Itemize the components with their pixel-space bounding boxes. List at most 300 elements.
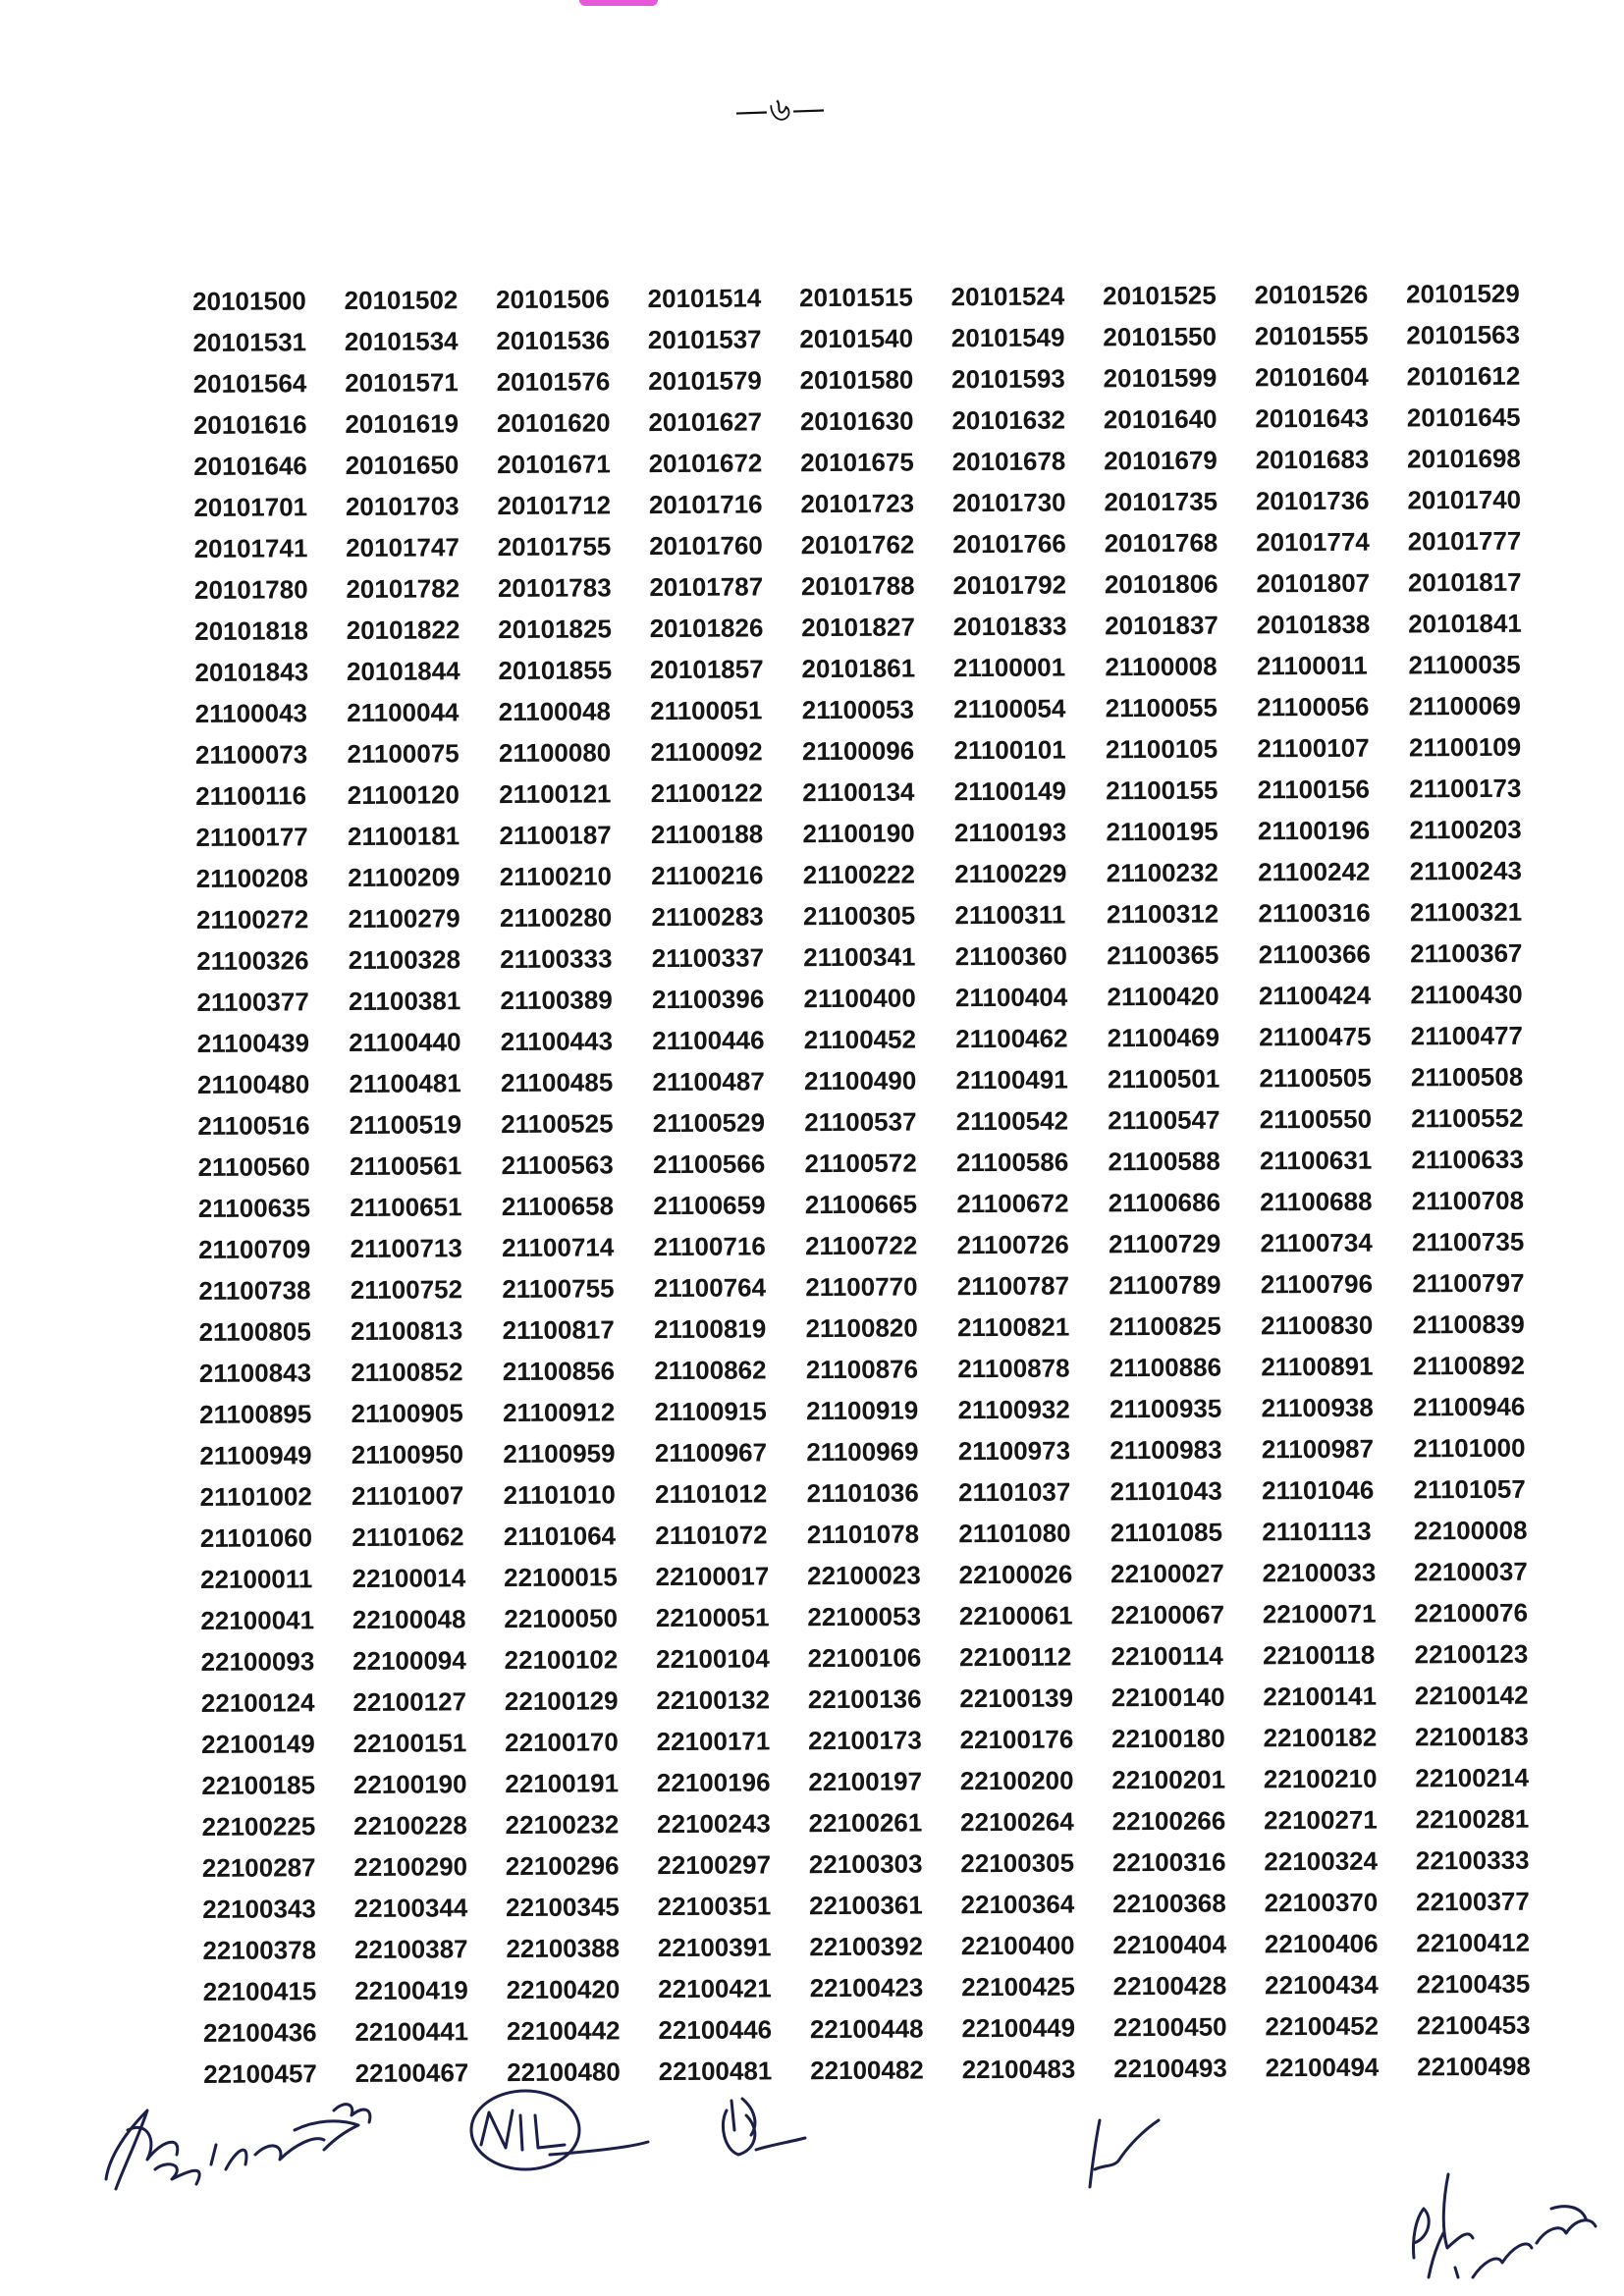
roll-number-cell: 21100886: [1109, 1352, 1222, 1382]
roll-number-cell: 20101571: [345, 366, 459, 398]
roll-number-cell: 21100096: [801, 735, 915, 766]
roll-number-cell: 22100303: [808, 1847, 923, 1879]
roll-number-cell: 22100197: [808, 1765, 923, 1796]
roll-number-cell: 22100180: [1110, 1723, 1225, 1753]
roll-number-cell: 20101780: [193, 573, 308, 605]
roll-number-cell: 22100378: [202, 1934, 317, 1965]
roll-number-cell: 20101766: [952, 528, 1066, 559]
roll-number-cell: 22100170: [505, 1726, 619, 1757]
roll-number-cell: 21100764: [653, 1271, 767, 1303]
roll-number-cell: 20101549: [950, 322, 1065, 352]
roll-number-cell: 21100381: [348, 985, 461, 1016]
roll-number-cell: 22100392: [809, 1930, 924, 1961]
roll-number-cell: 20101683: [1255, 444, 1370, 474]
roll-number-cell: 21101064: [503, 1520, 617, 1551]
roll-number-cell: 21100787: [956, 1270, 1070, 1301]
roll-number-cell: 22100149: [201, 1728, 315, 1759]
roll-number-cell: 20101515: [799, 282, 913, 312]
roll-number-cell: 21101085: [1110, 1517, 1223, 1547]
roll-number-cell: 20101774: [1256, 526, 1370, 557]
roll-number-cell: 21100967: [654, 1436, 768, 1468]
roll-number-cell: 22100483: [961, 2054, 1076, 2084]
roll-number-cell: 22100053: [807, 1600, 922, 1631]
roll-number-cell: 21100053: [801, 694, 915, 724]
roll-number-cell: 21100547: [1108, 1104, 1220, 1135]
roll-number-cell: 21100440: [349, 1026, 461, 1057]
roll-number-cell: 21100389: [500, 984, 613, 1015]
roll-number-cell: 22100190: [352, 1768, 467, 1799]
roll-number-cell: 20101837: [1105, 610, 1218, 640]
roll-number-cell: 21100821: [956, 1311, 1070, 1342]
roll-number-cell: 21100708: [1411, 1185, 1525, 1215]
roll-number-cell: 21100892: [1412, 1350, 1526, 1380]
roll-number-cell: 21100552: [1411, 1102, 1524, 1133]
roll-number-cell: 22100173: [808, 1724, 922, 1755]
roll-number-cell: 22100442: [506, 2014, 621, 2046]
roll-number-cell: 21100121: [499, 777, 612, 809]
roll-number-cell: 21100187: [499, 819, 612, 850]
roll-number-cell: 22100228: [353, 1809, 467, 1841]
signature-block: [0, 2071, 1624, 2296]
roll-number-cell: 21100001: [952, 652, 1066, 682]
roll-number-cell: 22100210: [1263, 1763, 1378, 1793]
roll-number-cell: 20101735: [1104, 486, 1218, 516]
roll-number-cell: 21100069: [1408, 690, 1522, 721]
roll-number-cell: 22100453: [1416, 2009, 1531, 2040]
roll-number-cell: 21101057: [1413, 1473, 1526, 1504]
roll-number-cell: 20101698: [1407, 443, 1521, 473]
roll-number-cell: 22100017: [655, 1560, 770, 1591]
roll-number-cell: 22100266: [1111, 1805, 1226, 1836]
roll-number-cell: 22100061: [958, 1600, 1073, 1630]
roll-number-cell: 21100825: [1109, 1310, 1221, 1341]
roll-number-cell: 20101640: [1103, 403, 1218, 434]
roll-number-cell: 21100216: [651, 859, 764, 890]
roll-number-cell: 22100093: [200, 1645, 315, 1677]
roll-number-cell: 21100480: [196, 1068, 310, 1099]
roll-number-cell: 20101599: [1103, 362, 1218, 393]
roll-number-cell: 21101062: [352, 1521, 464, 1552]
roll-number-cell: 22100243: [657, 1807, 771, 1839]
roll-number-cell: 21100862: [654, 1354, 767, 1385]
roll-number-cell: 21100173: [1409, 773, 1522, 803]
roll-number-cell: 22100026: [958, 1559, 1073, 1589]
roll-number-cell: 21100011: [1256, 650, 1368, 680]
roll-number-cell: 22100345: [506, 1891, 620, 1922]
roll-number-cell: 20101861: [801, 653, 916, 683]
roll-number-cell: 21100491: [955, 1064, 1068, 1095]
roll-number-cell: 21100333: [500, 942, 613, 974]
roll-number-cell: 20101524: [950, 281, 1065, 311]
roll-number-cell: 21100878: [957, 1353, 1070, 1383]
roll-number-cell: 22100271: [1264, 1804, 1378, 1835]
roll-number-cell: 20101646: [193, 450, 307, 481]
roll-number-cell: 21100337: [651, 941, 765, 973]
roll-number-cell: 21100279: [348, 902, 460, 934]
roll-number-cell: 22100415: [202, 1975, 317, 2006]
roll-number-cell: 22100420: [506, 1973, 621, 2004]
roll-number-cell: 22100112: [958, 1641, 1072, 1672]
roll-number-cell: 21101012: [654, 1477, 768, 1509]
roll-number-cell: 21101037: [957, 1476, 1071, 1507]
roll-number-cell: 21101046: [1261, 1474, 1375, 1505]
roll-number-cell: 20101838: [1256, 609, 1371, 639]
roll-number-cell: 20101716: [648, 488, 763, 519]
roll-number-cell: 21100729: [1108, 1228, 1221, 1258]
roll-number-cell: 21100919: [805, 1395, 919, 1425]
roll-number-cell: 22100344: [353, 1892, 468, 1923]
roll-number-cell: 21101010: [503, 1478, 616, 1510]
roll-number-cell: 21100734: [1260, 1227, 1373, 1257]
roll-number-cell: 22100037: [1413, 1556, 1528, 1586]
roll-number-cell: 21100586: [955, 1147, 1069, 1177]
roll-number-cell: 20101855: [498, 654, 613, 685]
roll-number-cell: 21100519: [349, 1108, 462, 1140]
roll-number-cell: 20101741: [193, 532, 308, 563]
roll-number-cell: 21100054: [953, 693, 1066, 723]
roll-number-cell: 22100185: [201, 1769, 316, 1800]
roll-number-cell: 20101827: [801, 612, 915, 642]
roll-number-cell: 20101701: [193, 491, 308, 522]
roll-number-cell: 21100360: [954, 940, 1068, 971]
roll-number-cell: 21100797: [1412, 1267, 1525, 1298]
roll-number-cell: 22100324: [1264, 1845, 1379, 1876]
roll-number-cell: 21100959: [503, 1437, 616, 1468]
roll-number-cell: 21100188: [650, 818, 764, 849]
roll-number-cell: 21101043: [1110, 1475, 1222, 1506]
roll-number-cell: 21100537: [804, 1106, 917, 1137]
roll-number-cell: 22100041: [200, 1604, 315, 1635]
roll-number-cell: 20101627: [648, 405, 763, 437]
roll-number-cell: 22100127: [352, 1685, 467, 1717]
roll-number-cell: 21100177: [195, 821, 308, 852]
roll-number-cell: 22100434: [1265, 1969, 1379, 2000]
roll-number-cell: 21100280: [499, 901, 613, 933]
roll-number-cell: 21100895: [198, 1398, 312, 1429]
roll-number-cell: 21100056: [1257, 691, 1370, 721]
roll-number-cell: 22100201: [1111, 1764, 1226, 1794]
roll-number-cell: 20101679: [1104, 445, 1218, 475]
roll-number-cell: 20101787: [649, 570, 764, 602]
roll-number-cell: 20101712: [497, 489, 612, 520]
roll-number-cell: 21100665: [804, 1189, 918, 1219]
roll-number-cell: 20101630: [799, 405, 914, 436]
roll-number-cell: 20101612: [1406, 360, 1521, 391]
roll-number-cell: 22100316: [1111, 1846, 1226, 1877]
roll-number-cell: 21100305: [802, 900, 916, 931]
roll-number-cell: 22100118: [1262, 1639, 1376, 1670]
roll-number-cell: 21100755: [502, 1272, 615, 1304]
roll-number-cell: 22100023: [806, 1559, 921, 1590]
roll-number-cell: 20101619: [345, 407, 460, 439]
roll-number-cell: 22100482: [810, 2054, 924, 2085]
roll-number-cell: 21101000: [1413, 1432, 1526, 1463]
roll-number-cell: 21100572: [804, 1148, 917, 1178]
roll-number-table: [192, 273, 1569, 2095]
roll-number-cell: 21100566: [652, 1148, 766, 1179]
roll-number-cell: 20101788: [800, 570, 915, 601]
roll-number-cell: 22100114: [1110, 1640, 1223, 1671]
roll-number-cell: 20101783: [497, 571, 612, 603]
roll-number-cell: 20101818: [194, 614, 308, 646]
roll-number-cell: 21100949: [199, 1439, 312, 1470]
roll-number-cell: 22100333: [1415, 1844, 1530, 1875]
roll-number-cell: 21100839: [1412, 1308, 1525, 1339]
roll-number-cell: 21100367: [1410, 937, 1523, 968]
roll-number-cell: 21101060: [199, 1522, 313, 1553]
roll-number-cell: 20101841: [1408, 608, 1522, 638]
roll-number-cell: 22100450: [1112, 2011, 1227, 2042]
roll-number-cell: 22100102: [504, 1643, 619, 1675]
roll-number-cell: 21100505: [1259, 1062, 1372, 1093]
roll-number-cell: 22100067: [1110, 1599, 1225, 1629]
roll-number-cell: 21100714: [501, 1231, 615, 1262]
roll-number-cell: 22100232: [505, 1808, 620, 1840]
roll-number-cell: 22100123: [1414, 1638, 1529, 1669]
roll-number-cell: 20101736: [1255, 485, 1370, 515]
roll-number-cell: 20101777: [1407, 525, 1522, 556]
roll-number-cell: 21100156: [1257, 774, 1371, 804]
roll-number-cell: 20101747: [346, 531, 460, 562]
roll-number-cell: 21100008: [1105, 651, 1218, 681]
roll-number-cell: 20101555: [1254, 320, 1369, 350]
roll-number-cell: 22100050: [504, 1602, 619, 1633]
roll-number-cell: 21100283: [651, 900, 764, 932]
roll-number-cell: 21100469: [1107, 1022, 1220, 1052]
roll-number-cell: 21100328: [348, 943, 461, 975]
roll-number-cell: 21100196: [1257, 815, 1371, 845]
roll-number-cell: 22100008: [1413, 1515, 1528, 1545]
roll-number-cell: 20101650: [345, 449, 460, 480]
roll-number-cell: 21100735: [1411, 1226, 1525, 1256]
signature-3: [723, 2099, 805, 2155]
roll-number-cell: 22100106: [807, 1641, 922, 1673]
roll-number-cell: 21100983: [1110, 1434, 1222, 1465]
roll-number-cell: 21100321: [1409, 896, 1523, 927]
roll-number-cell: 21100560: [197, 1150, 310, 1182]
roll-number-cell: 21100843: [198, 1357, 312, 1388]
roll-number-cell: 22100151: [352, 1727, 467, 1758]
roll-number-cell: 22100377: [1416, 1886, 1530, 1916]
signatures-drawing: [0, 2071, 1624, 2296]
roll-number-cell: 21100813: [350, 1314, 463, 1346]
roll-number-cell: 22100132: [656, 1683, 771, 1715]
roll-number-cell: 21100477: [1410, 1020, 1524, 1050]
roll-number-cell: 21100404: [954, 982, 1068, 1012]
roll-number-cell: 22100196: [656, 1766, 771, 1797]
top-edge-mark: [579, 0, 658, 6]
roll-number-cell: 21100796: [1260, 1268, 1374, 1299]
roll-number-cell: 20101755: [497, 530, 612, 561]
signature-1: [106, 2105, 370, 2189]
roll-number-cell: 21100341: [803, 941, 916, 972]
roll-number-cell: 22100435: [1416, 1968, 1531, 1999]
roll-number-cell: 21100120: [347, 778, 460, 810]
roll-number-cell: 21100659: [653, 1189, 766, 1220]
roll-number-cell: 22100493: [1113, 2053, 1227, 2083]
roll-number-cell: 22100129: [504, 1684, 619, 1716]
roll-number-cell: 22100364: [960, 1889, 1075, 1919]
roll-number-cell: 21100243: [1409, 855, 1523, 885]
roll-number-cell: 21101072: [655, 1519, 768, 1550]
signature-4: [1090, 2120, 1159, 2187]
roll-number-cell: 21100950: [351, 1438, 464, 1469]
roll-number-cell: 20101620: [496, 406, 611, 438]
roll-number-cell: 21100316: [1258, 897, 1371, 928]
roll-number-cell: 20101564: [192, 367, 307, 399]
roll-number-cell: 20101514: [647, 282, 762, 313]
roll-number-cell: 21100487: [652, 1065, 765, 1096]
roll-number-cell: 20101645: [1406, 401, 1521, 432]
roll-number-cell: 21100588: [1108, 1146, 1220, 1176]
roll-number-cell: 22100449: [961, 2012, 1076, 2043]
roll-number-cell: 21100561: [349, 1149, 462, 1181]
roll-number-cell: 21100752: [350, 1273, 463, 1305]
roll-number-cell: 21100366: [1258, 938, 1372, 969]
roll-number-cell: 21100633: [1411, 1144, 1524, 1174]
roll-number-cell: 21100446: [652, 1024, 765, 1055]
roll-number-cell: 21100709: [197, 1233, 311, 1264]
roll-number-cell: 20101806: [1104, 568, 1218, 599]
roll-number-cell: 21100443: [500, 1025, 614, 1056]
roll-number-cell: 20101768: [1104, 527, 1218, 558]
roll-number-cell: 22100264: [960, 1806, 1074, 1837]
roll-number-cell: 22100051: [655, 1601, 770, 1632]
roll-number-cell: 22100436: [202, 2016, 317, 2048]
roll-number-cell: 22100261: [808, 1806, 923, 1838]
roll-number-cell: 21100149: [953, 775, 1067, 806]
roll-number-cell: 21100080: [498, 736, 612, 768]
roll-number-cell: 20101550: [1103, 321, 1218, 351]
roll-number-cell: 20101857: [649, 653, 764, 684]
roll-number-cell: 20101678: [951, 446, 1066, 476]
roll-number-cell: 22100388: [506, 1932, 621, 1963]
roll-number-cell: 21100134: [802, 776, 915, 807]
roll-number-cell: 21100195: [1106, 816, 1218, 846]
roll-number-cell: 20101703: [345, 490, 460, 521]
roll-number-cell: 20101540: [799, 323, 914, 353]
roll-number-cell: 22100140: [1110, 1682, 1225, 1712]
roll-number-cell: 22100412: [1416, 1927, 1531, 1957]
roll-number-cell: 22100183: [1414, 1721, 1529, 1751]
roll-number-cell: 21100439: [196, 1027, 310, 1058]
roll-number-cell: 22100214: [1415, 1762, 1530, 1792]
signature-5: [1413, 2174, 1596, 2277]
roll-number-cell: 22100370: [1264, 1887, 1379, 1917]
roll-number-cell: 22100136: [807, 1682, 922, 1714]
roll-number-cell: 21100420: [1107, 981, 1219, 1011]
roll-number-cell: 20101826: [649, 612, 764, 643]
roll-number-cell: 21100122: [650, 776, 764, 808]
roll-number-cell: 21100672: [956, 1188, 1069, 1218]
roll-number-cell: 22100481: [658, 2055, 773, 2086]
roll-number-cell: 20101576: [496, 365, 611, 397]
roll-number-cell: 21100935: [1109, 1393, 1222, 1423]
roll-number-cell: 21101080: [958, 1518, 1071, 1548]
roll-number-cell: 22100467: [354, 2056, 469, 2088]
roll-number-cell: 21100987: [1261, 1433, 1375, 1464]
roll-number-cell: 21100035: [1408, 649, 1521, 679]
roll-number-cell: 20101723: [800, 488, 915, 518]
roll-number-cell: 21100208: [195, 862, 309, 893]
roll-number-cell: 22100368: [1112, 1888, 1226, 1918]
roll-number-cell: 20101675: [800, 447, 914, 477]
roll-number-cell: 22100457: [203, 2057, 317, 2089]
roll-number-cell: 22100027: [1110, 1558, 1224, 1588]
roll-number-cell: 22100404: [1112, 1929, 1227, 1959]
roll-number-cell: 22100448: [809, 2012, 924, 2044]
roll-number-cell: 21100181: [347, 820, 460, 851]
roll-number-cell: 21100905: [351, 1397, 463, 1428]
signature-2: [471, 2091, 648, 2169]
roll-number-cell: 20101506: [496, 283, 610, 314]
roll-number-cell: 21100722: [804, 1230, 918, 1260]
roll-number-cell: 21100155: [1106, 774, 1218, 805]
roll-number-cell: 20101760: [649, 529, 763, 561]
roll-number-cell: 20101531: [192, 326, 307, 357]
roll-number-table-body: [192, 273, 1569, 2095]
roll-number-cell: 22100297: [657, 1848, 772, 1880]
roll-number-cell: 20101643: [1255, 402, 1370, 433]
roll-number-cell: 22100446: [658, 2013, 773, 2045]
roll-number-cell: 21101113: [1262, 1516, 1372, 1546]
roll-number-cell: 22100225: [201, 1810, 316, 1842]
roll-number-cell: 22100142: [1414, 1680, 1529, 1710]
roll-number-cell: 21100430: [1410, 979, 1523, 1009]
roll-number-cell: 22100015: [503, 1561, 618, 1592]
roll-number-cell: 22100290: [353, 1850, 468, 1882]
roll-number-cell: 22100419: [354, 1974, 468, 2005]
roll-number-cell: 22100425: [961, 1971, 1075, 2002]
roll-number-cell: 20101579: [648, 364, 762, 396]
roll-number-cell: 20101525: [1103, 280, 1217, 310]
roll-number-cell: 21100516: [197, 1109, 310, 1141]
roll-number-cell: 22100182: [1263, 1722, 1378, 1752]
roll-number-cell: 21100819: [653, 1312, 767, 1344]
roll-number-cell: 22100141: [1263, 1681, 1378, 1711]
roll-number-cell: 21100658: [501, 1190, 615, 1221]
roll-number-cell: 21100830: [1260, 1309, 1374, 1340]
roll-number-cell: 21101036: [806, 1477, 919, 1508]
roll-number-cell: 21100946: [1412, 1391, 1526, 1421]
roll-number-cell: 21100651: [350, 1191, 462, 1222]
page-number: —৬—: [733, 88, 828, 132]
roll-number-cell: 21100713: [350, 1232, 462, 1263]
roll-number-cell: 20101502: [344, 284, 459, 315]
roll-number-cell: 21100805: [198, 1315, 311, 1347]
roll-number-cell: 21100563: [501, 1148, 614, 1180]
roll-number-cell: 20101593: [951, 363, 1065, 394]
roll-number-cell: 22100400: [960, 1930, 1075, 1960]
roll-number-cell: 22100406: [1264, 1928, 1379, 1958]
roll-number-cell: 20101529: [1406, 278, 1520, 308]
roll-number-cell: 22100094: [352, 1644, 466, 1676]
roll-number-cell: 21100770: [805, 1271, 918, 1302]
roll-number-cell: 21100501: [1107, 1063, 1220, 1094]
roll-number-cell: 21100107: [1257, 732, 1370, 763]
roll-number-cell: 20101563: [1406, 319, 1521, 349]
roll-number-cell: 21100312: [1106, 898, 1219, 929]
roll-number-cell: 21100490: [803, 1065, 917, 1095]
roll-number-cell: 22100452: [1265, 2010, 1380, 2041]
roll-number-cell: 21100726: [956, 1229, 1069, 1259]
roll-number-cell: 22100071: [1262, 1598, 1377, 1629]
roll-number-cell: 22100296: [505, 1849, 620, 1881]
roll-number-cell: 21101007: [351, 1479, 464, 1511]
roll-number-cell: 21100051: [650, 694, 763, 725]
roll-number-cell: 21100365: [1107, 939, 1219, 970]
roll-number-cell: 21101078: [806, 1519, 920, 1549]
